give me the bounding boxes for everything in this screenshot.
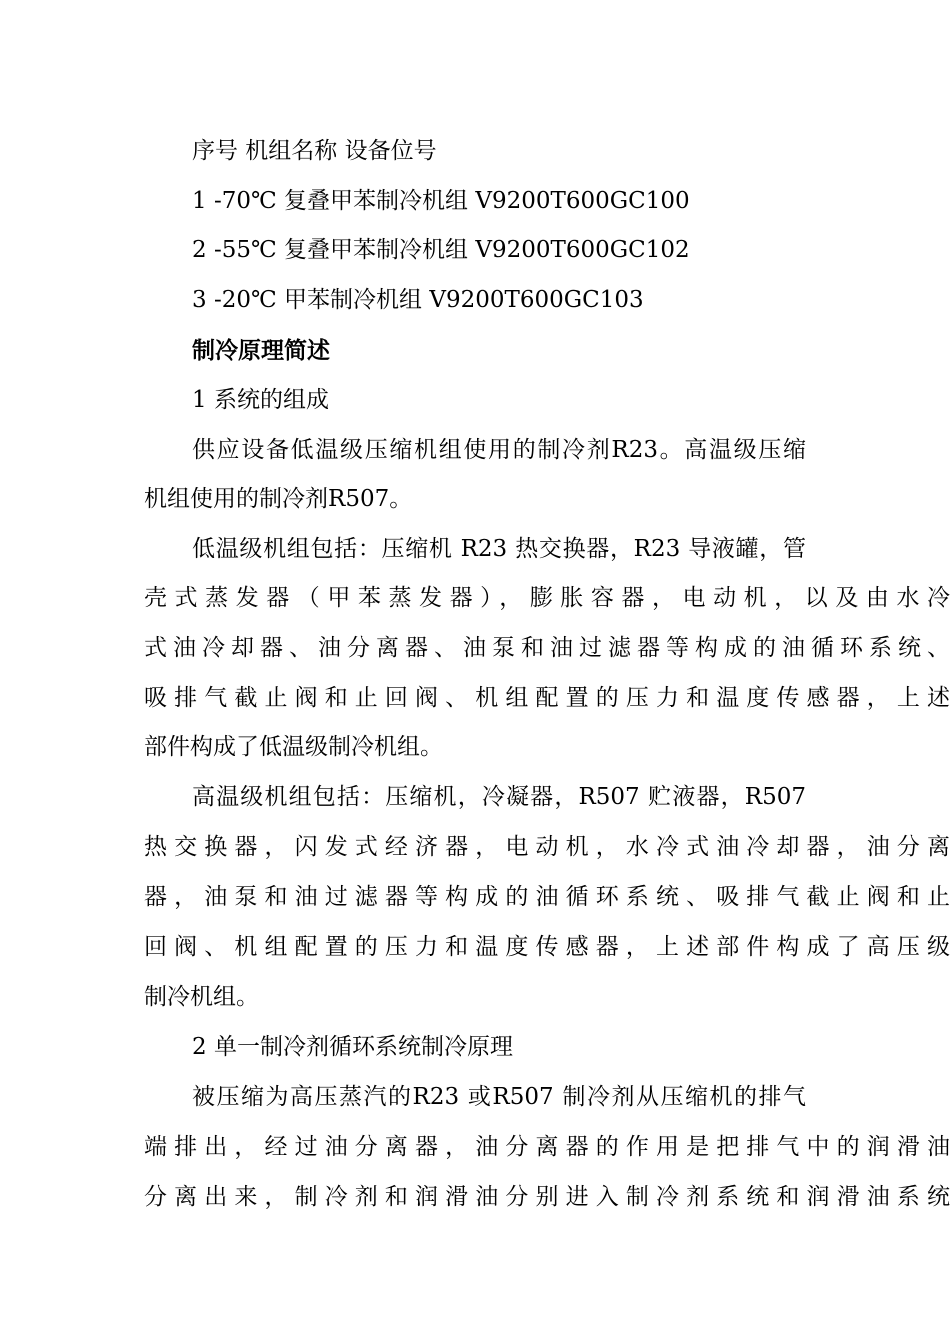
paragraph-line: 吸排气截止阀和止回阀、机组配置的压力和温度传感器，上述: [144, 685, 950, 711]
paragraph-line: 供应设备低温级压缩机组使用的制冷剂R23。高温级压缩: [192, 437, 806, 463]
table-row-3: 3 -20℃ 甲苯制冷机组 V9200T600GC103: [192, 287, 644, 313]
paragraph-line: 式油冷却器、油分离器、油泵和油过滤器等构成的油循环系统、: [144, 635, 950, 661]
table-row-2: 2 -55℃ 复叠甲苯制冷机组 V9200T600GC102: [192, 237, 690, 263]
section-heading: 制冷原理简述: [192, 338, 330, 364]
paragraph-line: 热交换器，闪发式经济器，电动机，水冷式油冷却器，油分离: [144, 834, 950, 860]
paragraph-line: 端排出，经过油分离器，油分离器的作用是把排气中的润滑油: [144, 1134, 950, 1160]
subsection-heading-1: 1 系统的组成: [192, 387, 329, 413]
paragraph-line: 器，油泵和油过滤器等构成的油循环系统、吸排气截止阀和止: [144, 884, 950, 910]
paragraph-line: 被压缩为高压蒸汽的R23 或R507 制冷剂从压缩机的排气: [192, 1084, 806, 1110]
paragraph-line: 壳式蒸发器（甲苯蒸发器），膨胀容器，电动机，以及由水冷: [144, 585, 950, 611]
subsection-heading-2: 2 单一制冷剂循环系统制冷原理: [192, 1034, 513, 1060]
paragraph-line: 高温级机组包括：压缩机，冷凝器，R507 贮液器，R507: [192, 784, 806, 810]
paragraph-line: 分离出来，制冷剂和润滑油分别进入制冷剂系统和润滑油系统: [144, 1184, 950, 1210]
paragraph-line: 机组使用的制冷剂R507。: [144, 486, 413, 512]
paragraph-line: 部件构成了低温级制冷机组。: [144, 734, 443, 760]
table-header-line: 序号 机组名称 设备位号: [192, 138, 437, 164]
paragraph-line: 回阀、机组配置的压力和温度传感器，上述部件构成了高压级: [144, 934, 950, 960]
paragraph-line: 制冷机组。: [144, 984, 259, 1010]
table-row-1: 1 -70℃ 复叠甲苯制冷机组 V9200T600GC100: [192, 188, 690, 214]
paragraph-line: 低温级机组包括：压缩机 R23 热交换器，R23 导液罐，管: [192, 536, 806, 562]
